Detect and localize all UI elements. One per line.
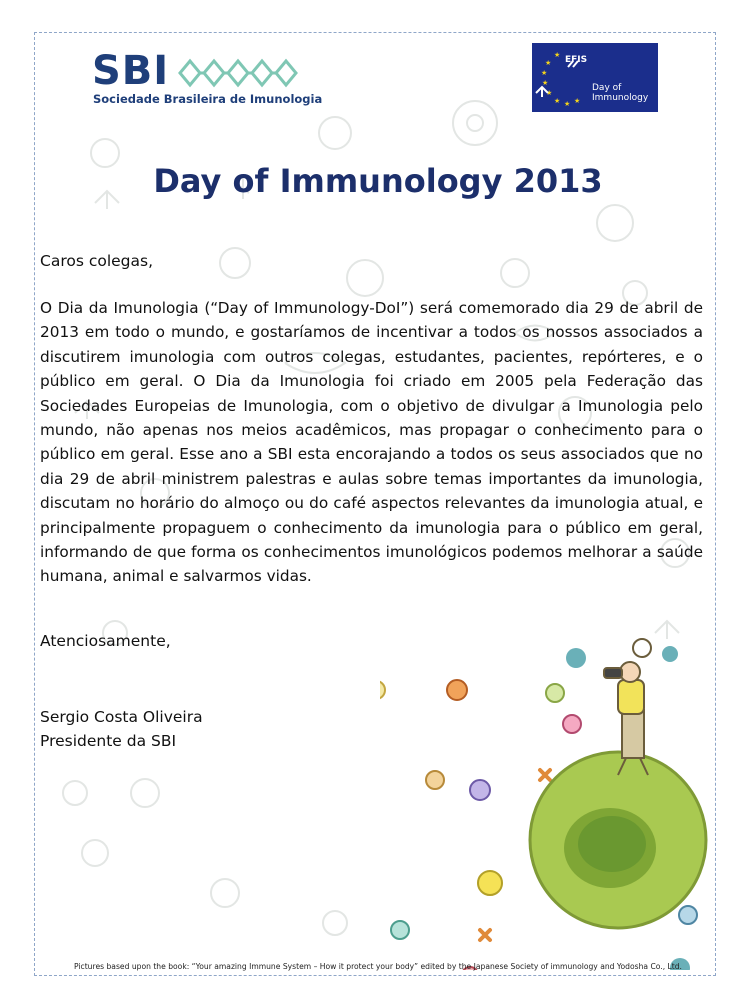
svg-text:★: ★ xyxy=(545,59,552,67)
sbi-full-name: Sociedade Brasileira de Imunologia xyxy=(93,92,323,106)
letter-greeting: Caros colegas, xyxy=(40,252,154,270)
letter-body: O Dia da Imunologia (“Day of Immunology-DoI”) será comemorado dia 29 de abril de 2013 em todo o mundo, e gostaríamos de incentivar a todos os nossos associados a discutirem imunologia com outros colegas, estudantes, pacientes, repórteres, e o público em geral. O Dia da Imunologia foi criado em 2005 pela Federação das Sociedades Europeias de Imunologia, com o objetivo de divulgar a Imunologia pelo mundo, não apenas nos meios acadêmicos, mas propagar o conhecimento para o público em geral. Esse ano a SBI esta encorajando a todos os seus associados que no dia 29 de abril ministrem palestras e aulas sobre temas importantes da imunologia, discutam no horário do almoço ou do café aspectos relevantes da imunologia atual, e principalmente propaguem o conhecimento da imunologia para o público em geral, informando de que forma os conhecimentos imunológicos podemos melhorar a saúde humana, animal e salvarmos vidas. xyxy=(40,299,703,586)
svg-text:★: ★ xyxy=(574,97,581,105)
efis-name: EFIS xyxy=(565,55,588,65)
immune-cells-illustration xyxy=(380,600,720,970)
sbi-chain-icon xyxy=(176,56,316,90)
efis-stars-icon xyxy=(532,43,592,112)
efis-day-label: Day of Immunology xyxy=(592,83,649,103)
footer-credits: Pictures based upon the book: “Your amazing Immune System – How it protect your body” edited by the Japanese Society of immunology and Yodosha Co., Ltd. xyxy=(74,962,682,971)
svg-text:★: ★ xyxy=(564,100,571,108)
letter-closing: Atenciosamente, xyxy=(40,632,171,650)
page-title: Day of Immunology 2013 xyxy=(153,162,603,200)
signature-name: Sergio Costa Oliveira xyxy=(40,708,203,726)
svg-text:★: ★ xyxy=(541,69,548,77)
sbi-logo xyxy=(92,48,323,112)
svg-text:★: ★ xyxy=(554,97,561,105)
sbi-acronym: SBI xyxy=(92,48,170,94)
signature-role: Presidente da SBI xyxy=(40,732,177,750)
svg-text:★: ★ xyxy=(542,79,549,87)
efis-logo xyxy=(532,43,658,112)
svg-text:★: ★ xyxy=(546,89,553,97)
svg-text:★: ★ xyxy=(554,51,561,59)
